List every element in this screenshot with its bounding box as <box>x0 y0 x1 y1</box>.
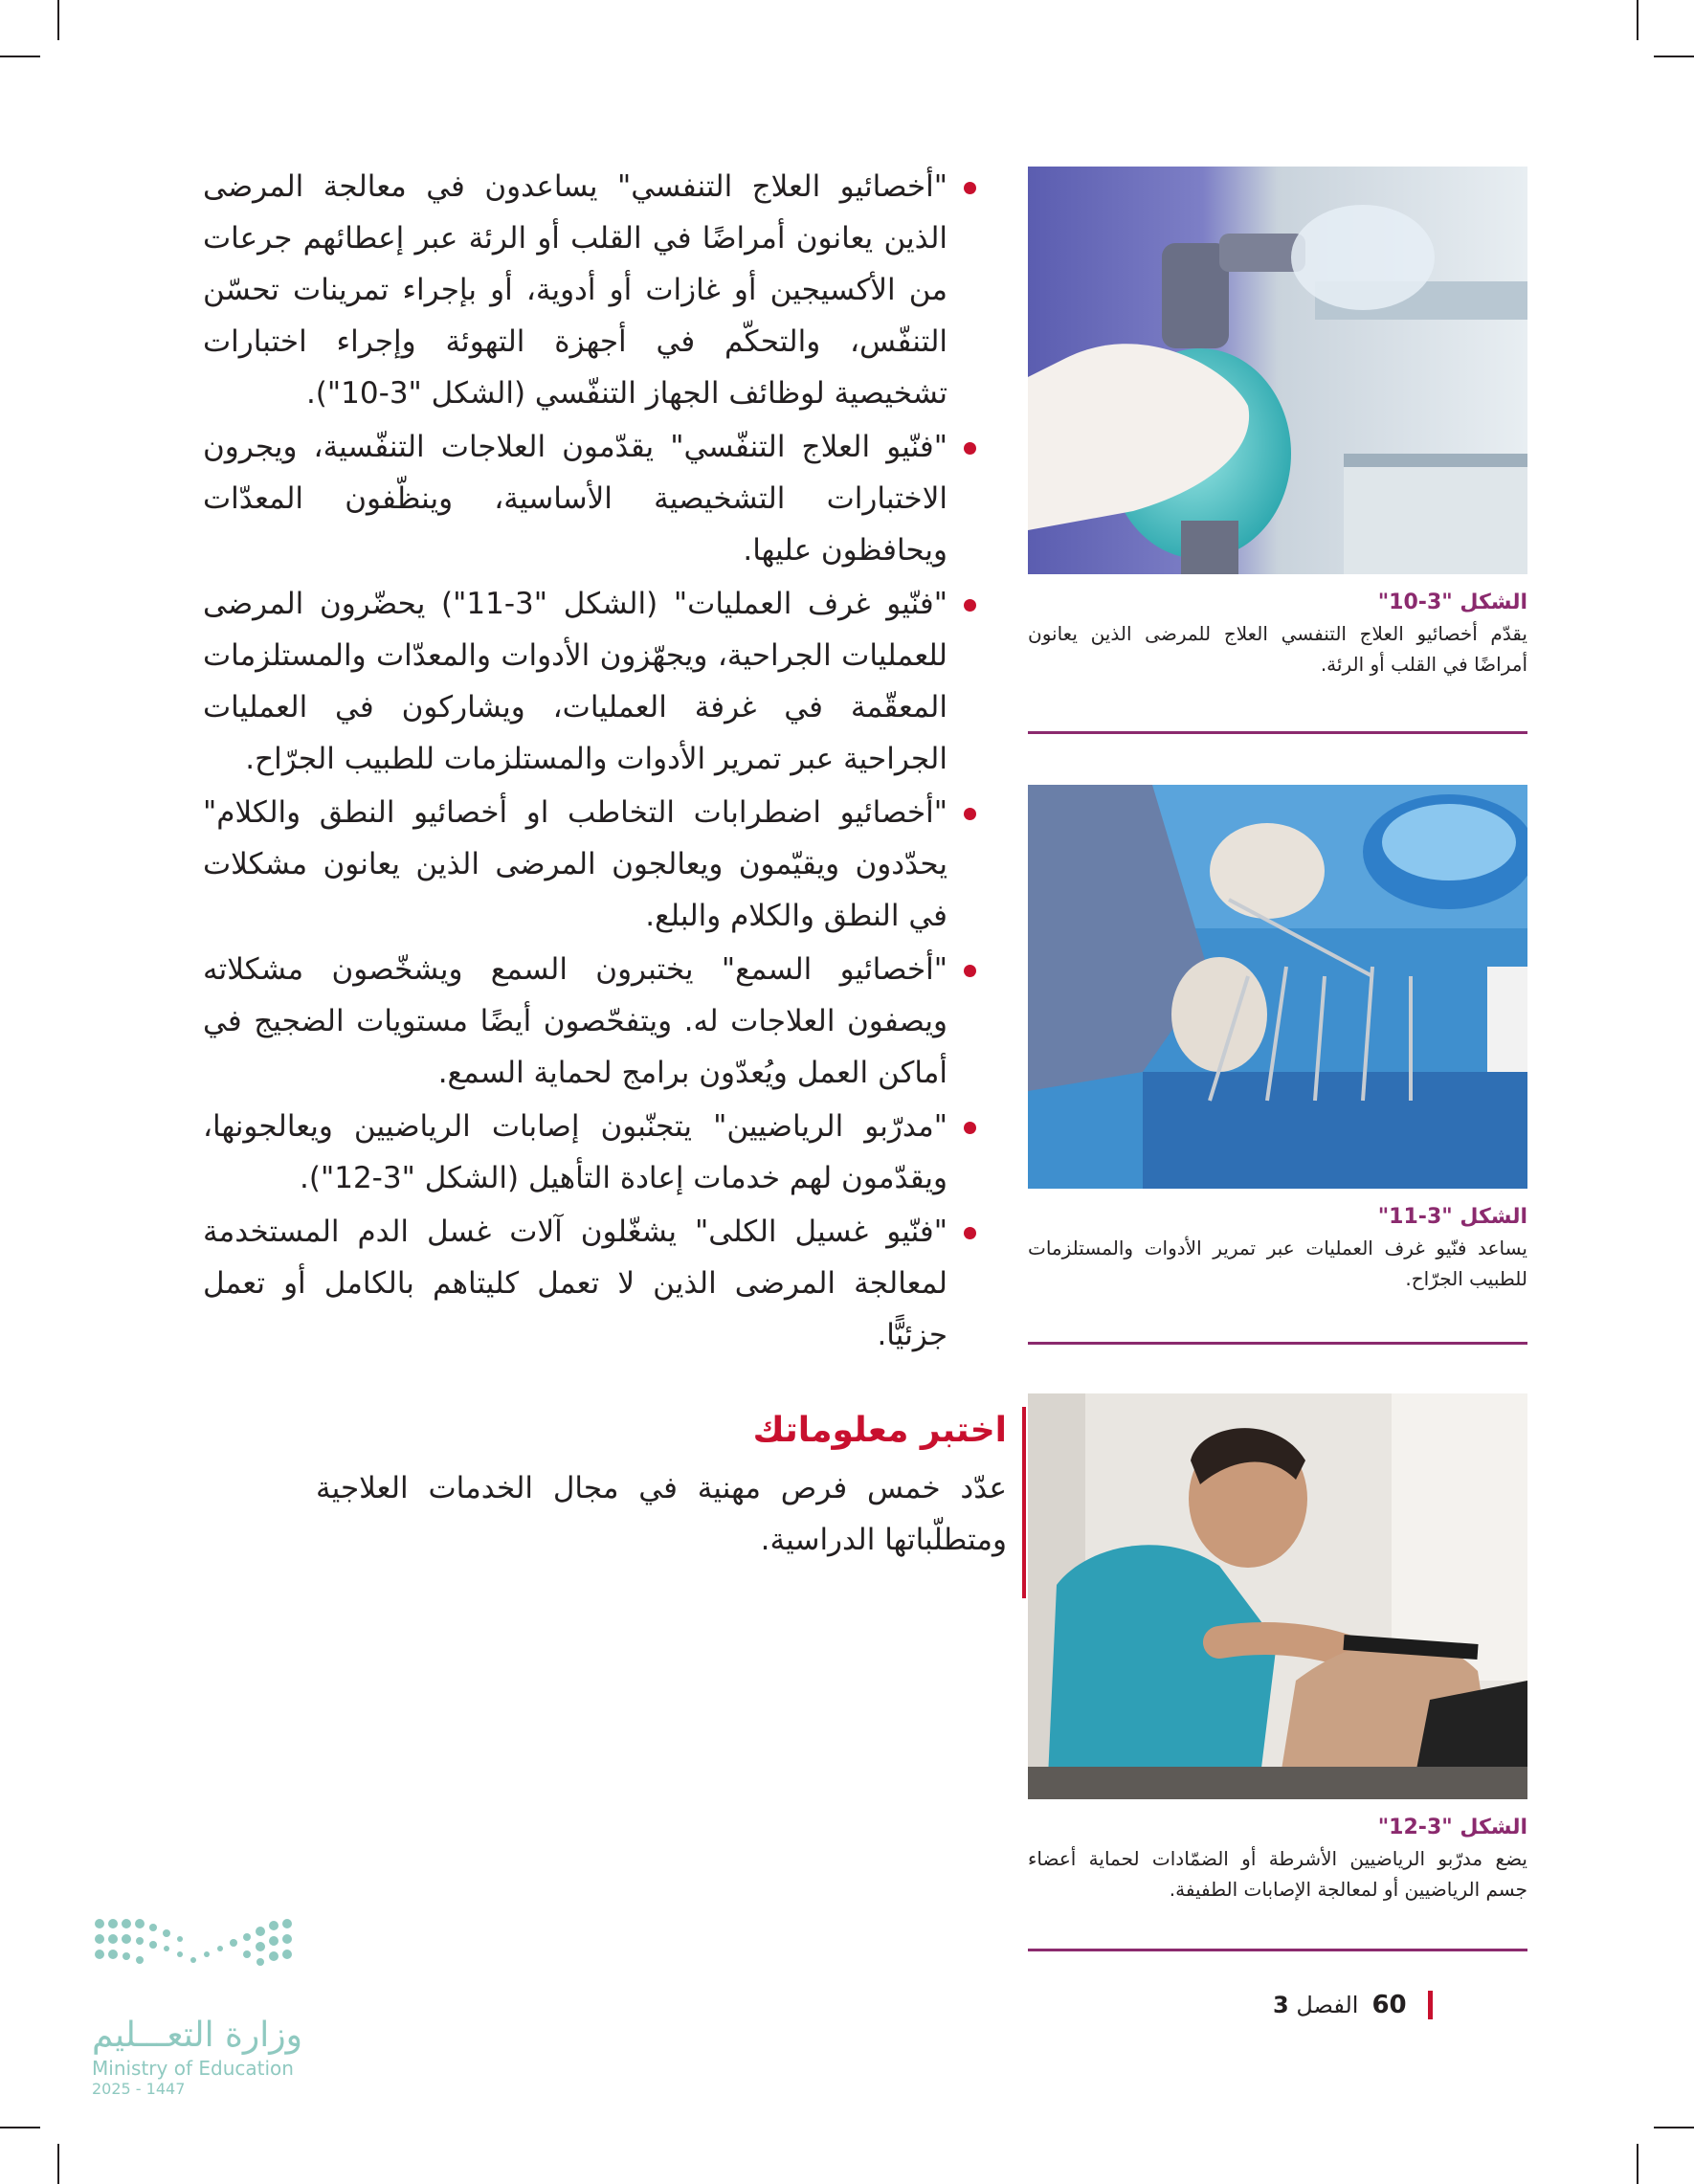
list-item <box>203 1101 976 1204</box>
page-number: 60 <box>1371 1991 1407 2019</box>
list-item-text: "فنّيو العلاج التنفّسي" يقدّمون العلاجات التنفّسية، ويجرون الاختبارات التشخيصية الأساسية، وينظّفون المعدّات ويحافظون عليها. <box>203 430 947 568</box>
surgical-tools-image <box>1028 785 1527 1189</box>
list-item <box>203 1206 976 1361</box>
page-footer <box>1273 1991 1433 2019</box>
quiz-accent-bar <box>1022 1407 1026 1598</box>
quiz-box <box>316 1405 1007 1566</box>
crop-mark <box>1654 2127 1694 2128</box>
list-item-text: "فنّيو غرف العمليات" (الشكل "3-11") يحضّرون المرضى للعمليات الجراحية، ويجهّزون الأدوات والمعدّات والمستلزمات المعقّمة في غرفة العمليات، ويشاركون في العمليات الجراحية عبر تمرير الأدوات والمستلزمات للطبيب الجرّاح. <box>203 587 948 776</box>
operating-room-photo <box>1028 785 1527 1189</box>
bullet-icon <box>964 599 976 612</box>
ministry-english-name: Ministry of Education <box>92 2057 294 2080</box>
list-item-text: "أخصائيو اضطرابات التخاطب او أخصائيو النطق والكلام" يحدّدون ويقيّمون ويعالجون المرضى الذين يعانون مشكلات في النطق والكلام والبلع. <box>203 795 947 933</box>
figure-3-10 <box>1028 167 1527 680</box>
bullet-icon <box>964 182 976 194</box>
bullet-icon <box>964 808 976 820</box>
crop-mark <box>1637 0 1638 40</box>
list-item-text: "أخصائيو العلاج التنفسي" يساعدون في معالجة المرضى الذين يعانون أمراضًا في القلب أو الرئة عبر إعطائهم جرعات من الأكسيجين أو غازات أو أدوية، أو بإجراء تمرينات تحسّن التنفّس، والتحكّم في أجهزة التهوئة وإجراء اختبارات تشخيصية لوظائف الجهاز التنفّسي (الشكل "3-10"). <box>203 169 947 411</box>
list-item-text: "أخصائيو السمع" يختبرون السمع ويشخّصون مشكلاته ويصفون العلاجات له. ويتفحّصون أيضًا مستويات الضجيج في أماكن العمل ويُعدّون برامج لحماية السمع. <box>203 952 947 1090</box>
list-item-text: "فنّيو غسيل الكلى" يشغّلون آلات غسل الدم المستخدمة لمعالجة المرضى الذين لا تعمل كليتاهم بالكامل أو تعمل جزئيًّا. <box>203 1215 947 1352</box>
bullet-icon <box>964 1122 976 1134</box>
list-item <box>203 944 976 1099</box>
ministry-logo <box>92 1916 312 2098</box>
figure-3-12 <box>1028 1393 1527 1905</box>
figure-3-11 <box>1028 785 1527 1294</box>
bullet-icon <box>964 442 976 455</box>
crop-mark <box>1637 2144 1638 2184</box>
figure-title: الشكل "3-11" <box>1377 1205 1527 1229</box>
quiz-title: اختبر معلوماتك <box>752 1411 1007 1450</box>
ministry-year: 2025 - 1447 <box>92 2080 186 2098</box>
crop-mark <box>0 56 40 57</box>
chapter-number: 3 <box>1273 1992 1289 2018</box>
list-item <box>203 578 976 785</box>
figure-caption: يضع مدرّبو الرياضيين الأشرطة أو الضمّادات لحماية أعضاء جسم الرياضيين أو لمعالجة الإصابات الطفيفة. <box>1028 1847 1527 1901</box>
list-item <box>203 161 976 419</box>
figure-title: الشكل "3-10" <box>1377 591 1527 614</box>
footer-accent-bar <box>1428 1991 1433 2019</box>
chapter-label-text: الفصل <box>1296 1992 1359 2018</box>
figure-caption: يساعد فنّيو غرف العمليات عبر تمرير الأدوات والمستلزمات للطبيب الجرّاح. <box>1028 1237 1527 1290</box>
crop-mark <box>57 0 59 40</box>
ambu-bag-image <box>1028 167 1527 574</box>
career-list <box>203 161 976 1363</box>
chapter-label <box>1273 1992 1358 2018</box>
ministry-arabic-name: وزارة التعـــليم <box>92 2016 303 2055</box>
quiz-text: عدّد خمس فرص مهنية في مجال الخدمات العلاجية ومتطلّباتها الدراسية. <box>316 1471 1007 1557</box>
figure-title: الشكل "3-12" <box>1377 1816 1527 1839</box>
bullet-icon <box>964 965 976 977</box>
ministry-dots-icon <box>92 1916 302 1973</box>
list-item-text: "مدرّبو الرياضيين" يتجنّبون إصابات الرياضيين ويعالجونها، ويقدّمون لهم خدمات إعادة التأهيل (الشكل "3-12"). <box>203 1109 947 1195</box>
list-item <box>203 421 976 576</box>
figure-divider <box>1028 1949 1527 1951</box>
knee-taping-image <box>1028 1393 1527 1799</box>
figure-divider <box>1028 1342 1527 1345</box>
athletic-trainer-photo <box>1028 1393 1527 1799</box>
crop-mark <box>0 2127 40 2128</box>
figure-divider <box>1028 731 1527 734</box>
figure-caption: يقدّم أخصائيو العلاج التنفسي العلاج للمرضى الذين يعانون أمراضًا في القلب أو الرئة. <box>1028 622 1527 676</box>
respiratory-therapy-photo <box>1028 167 1527 574</box>
crop-mark <box>1654 56 1694 57</box>
list-item <box>203 787 976 942</box>
bullet-icon <box>964 1227 976 1239</box>
crop-mark <box>57 2144 59 2184</box>
